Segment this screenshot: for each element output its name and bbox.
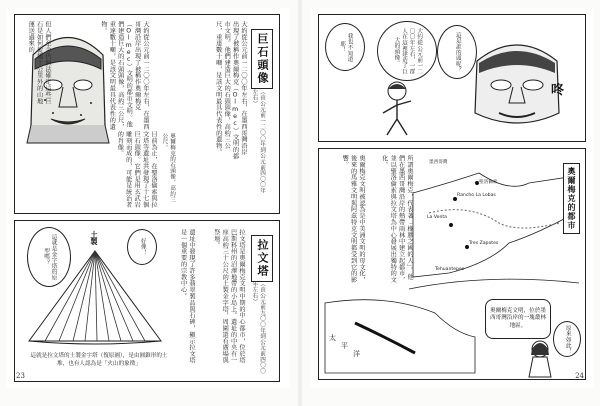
map-label-gulf: 墨西哥灣 <box>429 160 448 165</box>
olmec-side-note: （由公元前一二〇〇年到公元前四〇〇年左右） <box>251 89 265 194</box>
olmec-head-panel <box>14 14 280 214</box>
big-head-panel <box>318 14 586 142</box>
bottom-speech: 奧爾梅克文明，位於墨西哥灣沿岸的一塊叢林地區。 <box>490 307 546 329</box>
map-label-tres-zapotes: Tres Zapotes <box>469 241 499 246</box>
map-label-la-venta: La Venta <box>427 215 447 220</box>
right-page-number: 24 <box>575 372 584 380</box>
bottom-speech-2: 原來如此！ <box>564 324 571 354</box>
pyramid-speech: 這就是金字塔的原型嗎？ <box>43 233 57 281</box>
left-page-number: 23 <box>16 372 25 380</box>
la-venta-paragraph: 拉文塔是奧爾梅克文明中期的中心都市，位於塔巴斯科州的沼澤地帶的小島上。遺址的中央有一座高約三十公尺的土製金字塔，周圍還有廣場與祭壇。 <box>212 229 245 364</box>
bottom-speech-bubble <box>485 299 551 339</box>
olmec-paragraph-1: 大約從公元前一二〇〇年左右，在墨西哥灣沿岸出現了被稱作奧爾梅克（Olmec）文明的都市文明。他們建造巨大的石頭頭像，高約三公尺，重達數十噸，是該文明最具代表性的遺物。 <box>99 21 149 130</box>
map-label-san-lorenzo: 聖洛倫索 <box>479 180 498 185</box>
map-section-title: 奧爾梅克的都市 <box>563 163 580 234</box>
map-dot-tres-zapotes <box>465 245 469 249</box>
left-page <box>6 8 290 388</box>
map-label-rancho: Rancho La Lobas <box>457 193 496 198</box>
pyramid-caption: 這就是拉文塔的土製金字塔（復原圖），是由圓錐形的土堆，也有人認為是「火山的象徵」 <box>30 353 168 367</box>
pacific-label-3: 洋 <box>353 350 360 358</box>
la-venta-side-note: （由公元前九〇〇年到公元前四〇〇年左右） <box>251 281 265 374</box>
olmec-paragraph-3: 但人們至今仍無法確定這些巨石是如何從幾十公里外的山地運送過來的。 <box>27 21 51 105</box>
map-dot-san-lorenzo <box>475 181 479 185</box>
child-character <box>377 79 417 139</box>
pacific-label-1: 太 <box>329 334 336 342</box>
map-panel <box>318 148 586 380</box>
top-speech-bubble-3 <box>325 23 365 71</box>
olmec-note: 奧爾梅克的石頭像，高約三公尺。 <box>161 133 175 203</box>
olmec-paragraph-2: 目前為止，在聖洛倫索與拉文塔等遺址共發現了十七個巨石頭像。它們是用玄武岩雕刻而成的，可能是統治者的肖像。 <box>116 131 157 208</box>
map-dot-la-venta <box>449 223 453 227</box>
pacific-label-2: 平 <box>341 342 348 350</box>
right-page <box>310 8 594 388</box>
pyramid-speech-bubble-2 <box>127 229 157 265</box>
olmec-main-text: 大約從公元前一二〇〇年左右，在墨西哥灣沿岸出現了被稱作奧爾梅克（Olmec）文明的都市文明。他們建造巨大的石頭頭像，高約三公尺，重達數十噸，是該文明最具代表性的遺物。 <box>214 21 247 160</box>
la-venta-paragraph-2: 遺址中發現了許多翡翠製品與石碑，顯示拉文塔是一個重要的宗教中心。 <box>179 229 195 364</box>
map-paragraph: 所謂奧爾梅克，代表著「橡膠之國的人」。他們在墨西哥灣沿岸的熱帶雨林中建立起都市，並以聖洛倫索與拉文塔為中心發展出獨特的文化。 <box>380 155 413 283</box>
olmec-map <box>409 153 579 293</box>
girl-character <box>525 339 555 379</box>
la-venta-title: 拉文塔 <box>251 235 273 282</box>
la-venta-panel <box>14 220 280 382</box>
olmec-title: 巨石頭像 <box>251 29 273 89</box>
top-speech-bubble <box>377 21 437 81</box>
top-speech-3: 我也不知道耶！ <box>339 32 353 62</box>
pyramid-speech-bubble <box>27 227 71 287</box>
map-paragraph-2: 奧爾梅克文明被認為是中美洲文明的母文化，後來的馬雅文明與阿茲特克文明都受到它的影響。 <box>341 155 365 283</box>
pyramid-speech-2: 好像！ <box>139 238 146 256</box>
pyramid-label: 土製 <box>90 231 98 245</box>
top-speech-2: 這是誰的頭呢？ <box>454 31 461 73</box>
top-speech: 大約從公元前一二〇〇年左右，一群人在這裡建造了巨大的頭像。 <box>393 27 423 75</box>
map-label-tehuantepec: Tehuantepec <box>435 267 465 272</box>
bottom-speech-bubble-2 <box>553 321 581 357</box>
sound-effect: 咚 <box>551 83 565 98</box>
book-gutter <box>296 0 304 406</box>
map-dot-rancho <box>453 197 457 201</box>
pacific-map <box>325 293 475 373</box>
